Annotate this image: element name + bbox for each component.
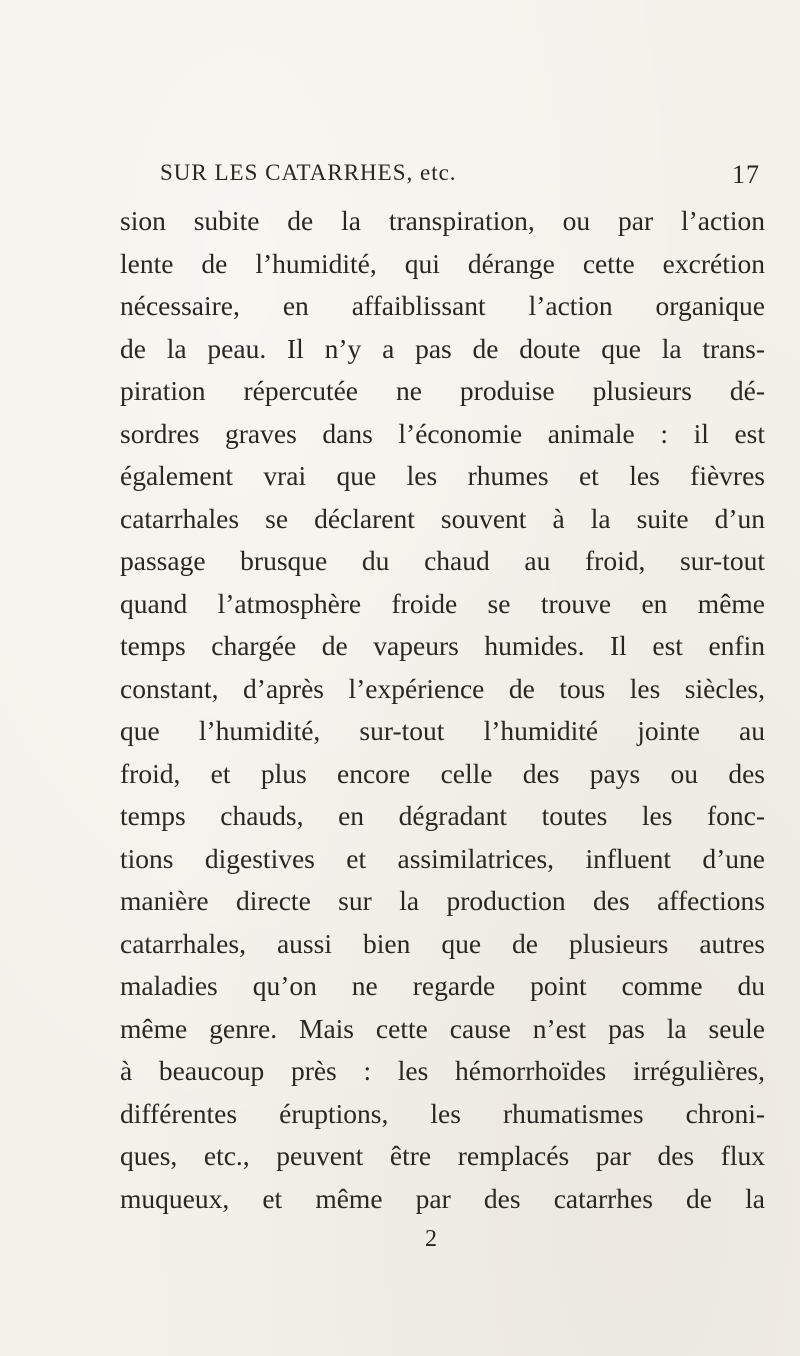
text-line: catarrhales se déclarent souvent à la suite d’un [120,502,765,534]
running-head: SUR LES CATARRHES, etc. [160,160,457,185]
signature-mark: 2 [425,1226,437,1252]
text-line: sion subite de la transpiration, ou par l’action [120,205,765,236]
text-line: temps chauds, en dégradant toutes les fonc- [120,800,765,831]
text-line: manière directe sur la production des affections [120,885,765,916]
body-text [120,200,765,1220]
text-line: à beaucoup près : les hémorrhoïdes irrégulières, [120,1055,765,1086]
text-line: froid, et plus encore celle des pays ou des [120,757,765,789]
text-line: tions digestives et assimilatrices, influent d’une [120,842,765,874]
text-line: sordres graves dans l’économie animale : il est [120,417,765,449]
text-line: maladies qu’on ne regarde point comme du [120,970,765,1001]
text-line: passage brusque du chaud au froid, sur-tout [120,545,765,576]
page-header [160,160,760,194]
text-line: piration répercutée ne produise plusieurs dé- [120,375,765,406]
text-line: constant, d’après l’expérience de tous les siècles, [120,672,765,704]
text-line: également vrai que les rhumes et les fièvres [120,460,765,491]
text-line: quand l’atmosphère froide se trouve en même [120,587,765,619]
text-line: que l’humidité, sur-tout l’humidité jointe au [120,715,765,746]
text-line: nécessaire, en affaiblissant l’action organique [120,290,765,321]
text-line: temps chargée de vapeurs humides. Il est enfin [120,630,765,661]
text-line: lente de l’humidité, qui dérange cette excrétion [120,247,765,279]
text-line: même genre. Mais cette cause n’est pas la seule [120,1012,765,1044]
text-line: catarrhales, aussi bien que de plusieurs autres [120,927,765,959]
text-line: muqueux, et même par des catarrhes de la [120,1182,765,1214]
text-line: de la peau. Il n’y a pas de doute que la trans- [120,332,765,364]
text-line: différentes éruptions, les rhumatismes chroni- [120,1097,765,1129]
page-number: 17 [732,160,760,189]
text-line: ques, etc., peuvent être remplacés par des flux [120,1140,765,1171]
